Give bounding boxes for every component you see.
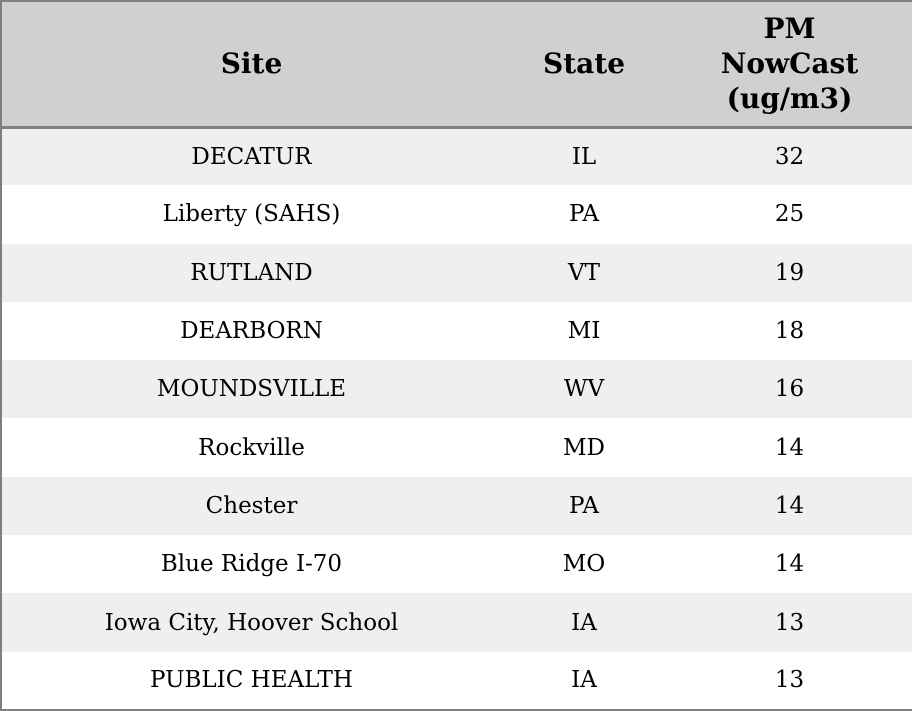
state-cell: WV — [563, 376, 605, 403]
header-site — [1, 1, 501, 127]
table-row — [1, 302, 912, 360]
pm-nowcast-cell: 14 — [774, 551, 805, 578]
pm-nowcast-cell: 25 — [774, 201, 805, 228]
site-cell: Rockville — [198, 434, 305, 461]
state-cell: MI — [567, 318, 601, 345]
header-pm-nowcast — [667, 1, 912, 127]
state-cell: PA — [569, 201, 599, 228]
table-row — [1, 535, 912, 593]
site-cell: Chester — [205, 492, 298, 519]
pm-nowcast-cell: 19 — [774, 259, 805, 286]
table-row — [1, 477, 912, 535]
site-cell: Blue Ridge I-70 — [160, 551, 343, 578]
header-row — [1, 1, 912, 127]
site-cell: Iowa City, Hoover School — [104, 609, 399, 636]
header-state-label: State — [542, 47, 626, 81]
site-cell: PUBLIC HEALTH — [150, 667, 353, 694]
header-state — [501, 1, 667, 127]
pm-nowcast-cell: 14 — [774, 492, 805, 519]
pm-nowcast-cell: 18 — [774, 318, 805, 345]
state-cell: IL — [571, 143, 597, 170]
header-pm-nowcast-label: PM NowCast (ug/m3) — [720, 12, 859, 116]
pm-nowcast-cell: 14 — [774, 434, 805, 461]
pm-nowcast-cell: 32 — [774, 143, 805, 170]
state-cell: MO — [562, 551, 606, 578]
state-cell: MD — [563, 434, 605, 461]
state-cell: IA — [571, 609, 597, 636]
site-cell: DECATUR — [191, 143, 312, 170]
site-cell: RUTLAND — [190, 259, 313, 286]
pm-nowcast-cell: 13 — [774, 609, 805, 636]
table-row — [1, 418, 912, 476]
state-cell: VT — [568, 259, 600, 286]
site-cell: Liberty (SAHS) — [162, 201, 341, 228]
site-cell: DEARBORN — [180, 318, 323, 345]
table-body — [1, 127, 912, 710]
table-row — [1, 360, 912, 418]
state-cell: PA — [569, 492, 599, 519]
site-cell: MOUNDSVILLE — [156, 376, 347, 403]
table-header — [1, 1, 912, 127]
table-row — [1, 185, 912, 243]
table-row — [1, 652, 912, 710]
pm-nowcast-cell: 13 — [774, 667, 805, 694]
table-row — [1, 593, 912, 651]
table-row — [1, 244, 912, 302]
state-cell: IA — [571, 667, 597, 694]
pm-nowcast-cell: 16 — [774, 376, 805, 403]
header-site-label: Site — [220, 47, 283, 81]
table-row — [1, 127, 912, 185]
